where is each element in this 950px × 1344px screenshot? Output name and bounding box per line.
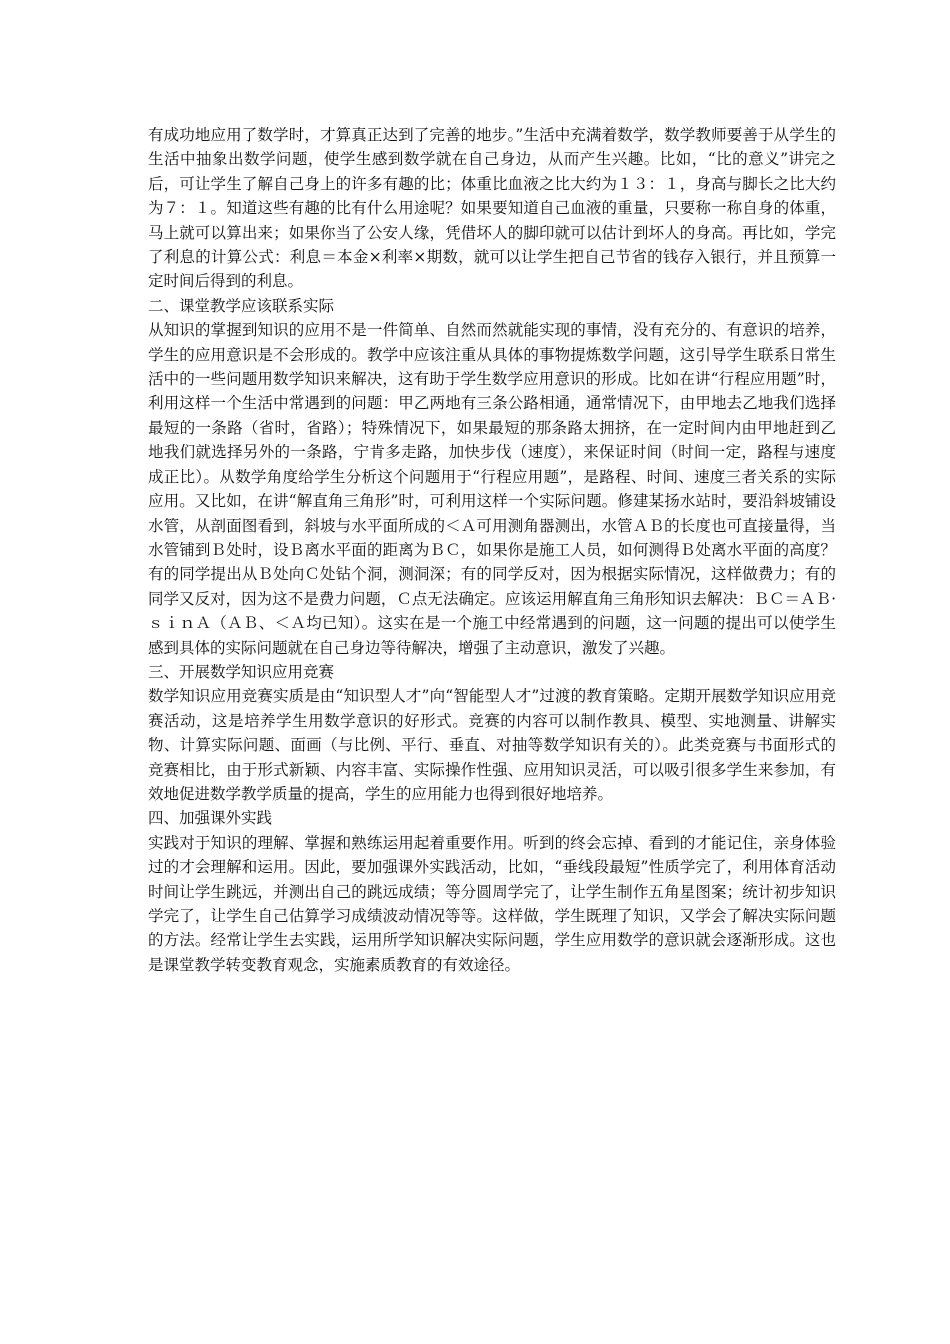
section-3-heading: 三、开展数学知识应用竞赛 bbox=[148, 662, 335, 681]
intro-paragraph: 有成功地应用了数学时，才算真正达到了完善的地步。”生活中充满着数学，数学教师要善于从学生的生活中抽象出数学问题，使学生感到数学就在自己身边，从而产生兴趣。比如，“比的意义”讲完之后，可让学生了解自己身上的许多有趣的比；体重比血液之比大约为１３：１，身高与脚长之比大约为７：１。知道这些有趣的比有什么用途呢？如果要知道自己血液的重量，只要称一称自身的体重，马上就可以算出来；如果你当了公安人缘，凭借坏人的脚印就可以估计到坏人的身高。再比如，学完了利息的计算公式：利息＝本金×利率×期数，就可以让学生把自己节省的钱存入银行，并且预算一定时间后得到的利息。 bbox=[148, 126, 836, 291]
section-4-paragraph: 实践对于知识的理解、掌握和熟练运用起着重要作用。听到的终会忘掉、看到的才能记住，亲身体验过的才会理解和运用。因此，要加强课外实践活动，比如，“垂线段最短”性质学完了，利用体育活动时间让学生跳远，并测出自己的跳远成绩；等分圆周学完了，让学生制作五角星图案；统计初步知识学完了，让学生自己估算学习成绩波动情况等等。这样做，学生既理了知识，又学会了解决实际问题的方法。经常让学生去实践，运用所学知识解决实际问题，学生应用数学的意识就会逐渐形成。这也是课堂教学转变教育观念，实施素质教育的有效途径。 bbox=[148, 833, 836, 974]
document-page bbox=[148, 123, 836, 977]
section-2-paragraph: 从知识的掌握到知识的应用不是一件简单、自然而然就能实现的事情，没有充分的、有意识的培养，学生的应用意识是不会形成的。教学中应该注重从具体的事物提炼数学问题，这引导学生联系日常生活中的一些问题用数学知识来解决，这有助于学生数学应用意识的形成。比如在讲“行程应用题”时，利用这样一个生活中常遇到的问题：甲乙两地有三条公路相通，通常情况下，由甲地去乙地我们选择最短的一条路（省时，省路）；特殊情况下，如果最短的那条路太拥挤，在一定时间内由甲地赶到乙地我们就选择另外的一条路，宁肯多走路，加快步伐（速度），来保证时间（时间一定，路程与速度成正比）。从数学角度给学生分析这个问题用于“行程应用题”，是路程、时间、速度三者关系的实际应用。又比如，在讲“解直角三角形”时，可利用这样一个实际问题。修建某扬水站时，要沿斜坡铺设水管，从剖面图看到，斜坡与水平面所成的＜Ａ可用测角器测出，水管ＡＢ的长度也可直接量得，当水管铺到Ｂ处时，设Ｂ离水平面的距离为ＢＣ，如果你是施工人员，如何测得Ｂ处离水平面的高度？有的同学提出从Ｂ处向Ｃ处钻个洞，测洞深；有的同学反对，因为根据实际情况，这样做费力；有的同学又反对，因为这不是费力问题，Ｃ点无法确定。应该运用解直角三角形知识去解决：ＢＣ＝ＡＢ·ｓｉｎＡ（ＡＢ、＜Ａ均已知）。这实在是一个施工中经常遇到的问题，这一问题的提出可以使学生感到具体的实际问题就在自己身边等待解决，增强了主动意识，激发了兴趣。 bbox=[148, 321, 836, 657]
section-2-heading: 二、课堂教学应该联系实际 bbox=[148, 296, 335, 315]
section-4-heading: 四、加强课外实践 bbox=[148, 809, 273, 828]
section-3-paragraph: 数学知识应用竞赛实质是由“知识型人才”向“智能型人才”过渡的教育策略。定期开展数学知识应用竞赛活动，这是培养学生用数学意识的好形式。竞赛的内容可以制作教具、模型、实地测量、讲解实物、计算实际问题、面画（与比例、平行、垂直、对抽等数学知识有关的）。此类竞赛与书面形式的竞赛相比，由于形式新颖、内容丰富、实际操作性强、应用知识灵活，可以吸引很多学生来参加，有效地促进数学教学质量的提高，学生的应用能力也得到很好地培养。 bbox=[148, 687, 836, 803]
